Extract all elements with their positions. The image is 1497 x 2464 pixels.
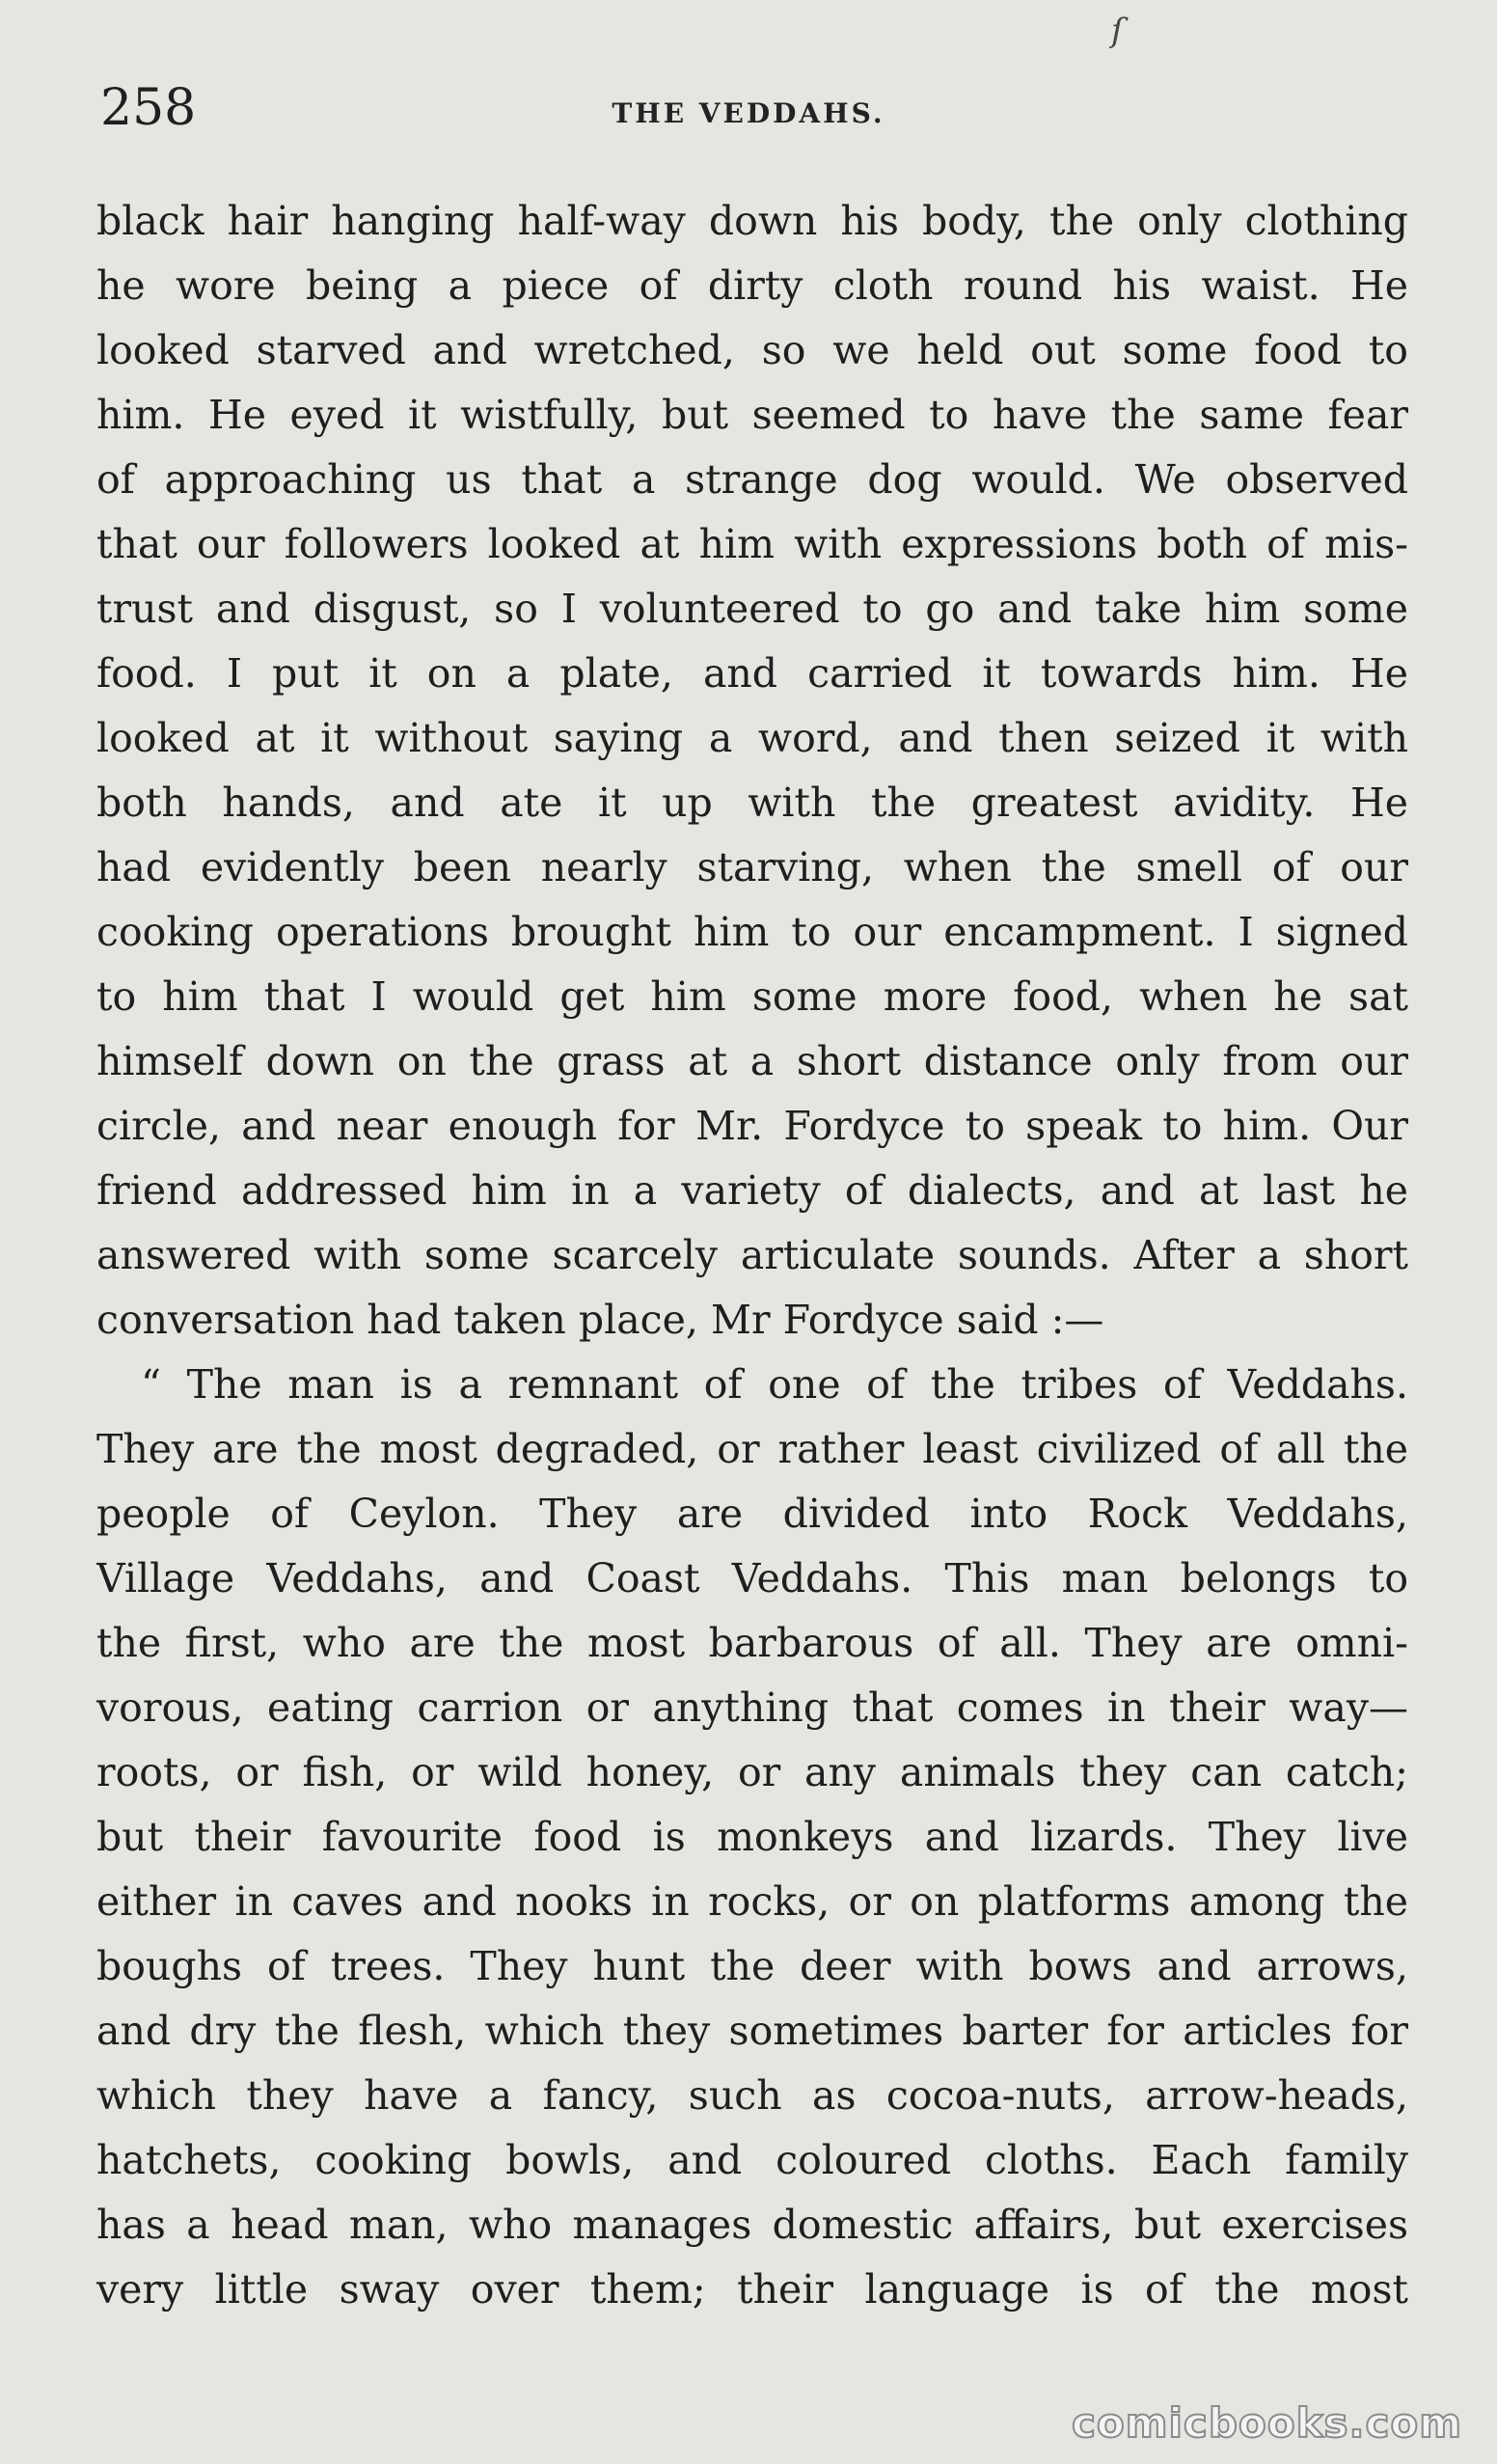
text-line: vorous, eating carrion or anything that comes in their way— xyxy=(96,1684,1408,1731)
text-line: boughs of trees. They hunt the deer with bows and arrows, xyxy=(96,1943,1408,1989)
text-line: very little sway over them; their language is of the most xyxy=(96,2266,1408,2313)
text-line: hatchets, cooking bowls, and coloured cloths. Each family xyxy=(96,2137,1408,2183)
text-line: answered with some scarcely articulate sounds. After a short xyxy=(96,1232,1408,1278)
text-line: food. I put it on a plate, and carried it towards him. He xyxy=(96,650,1408,697)
text-line: he wore being a piece of dirty cloth round his waist. He xyxy=(96,262,1408,309)
text-line: cooking operations brought him to our encampment. I signed xyxy=(96,909,1408,955)
text-line: which they have a fancy, such as cocoa-nuts, arrow-heads, xyxy=(96,2072,1408,2119)
text-line: himself down on the grass at a short distance only from our xyxy=(96,1038,1408,1084)
text-line: to him that I would get him some more food, when he sat xyxy=(96,973,1408,1020)
running-head: THE VEDDAHS. xyxy=(612,97,885,129)
text-line: roots, or fish, or wild honey, or any animals they can catch; xyxy=(96,1749,1408,1795)
text-line: looked starved and wretched, so we held out some food to xyxy=(96,327,1408,373)
text-line: him. He eyed it wistfully, but seemed to have the same fear xyxy=(96,392,1408,438)
paragraph-end-line: conversation had taken place, Mr Fordyce said :— xyxy=(96,1297,1104,1343)
text-line: people of Ceylon. They are divided into Rock Veddahs, xyxy=(96,1491,1408,1537)
text-line: that our followers looked at him with expressions both of mis- xyxy=(96,521,1408,567)
text-line: trust and disgust, so I volunteered to go and take him some xyxy=(96,586,1408,632)
text-line: of approaching us that a strange dog would. We observed xyxy=(96,456,1408,503)
text-line: but their favourite food is monkeys and lizards. They live xyxy=(96,1814,1408,1860)
text-line: and dry the flesh, which they sometimes barter for articles for xyxy=(96,2008,1408,2054)
page-number: 258 xyxy=(100,79,197,137)
page-mark: ſ xyxy=(1111,12,1124,50)
text-line: has a head man, who manages domestic affairs, but exercises xyxy=(96,2202,1408,2248)
body-text xyxy=(96,189,1408,2322)
text-line: They are the most degraded, or rather least civilized of all the xyxy=(96,1426,1408,1472)
text-line: Village Veddahs, and Coast Veddahs. This man belongs to xyxy=(96,1555,1408,1602)
text-line: circle, and near enough for Mr. Fordyce to speak to him. Our xyxy=(96,1103,1408,1149)
text-line: had evidently been nearly starving, when the smell of our xyxy=(96,844,1408,890)
text-line: both hands, and ate it up with the greatest avidity. He xyxy=(96,780,1408,826)
paragraph-start-line: “ The man is a remnant of one of the tribes of Veddahs. xyxy=(141,1361,1408,1408)
text-line: black hair hanging half-way down his body, the only clothing xyxy=(96,198,1408,244)
text-line: looked at it without saying a word, and then seized it with xyxy=(96,715,1408,761)
text-line: the first, who are the most barbarous of all. They are omni- xyxy=(96,1620,1408,1666)
watermark-logo: comicbooks.com xyxy=(1072,2399,1462,2447)
text-line: friend addressed him in a variety of dialects, and at last he xyxy=(96,1167,1408,1214)
text-line: either in caves and nooks in rocks, or on platforms among the xyxy=(96,1878,1408,1925)
